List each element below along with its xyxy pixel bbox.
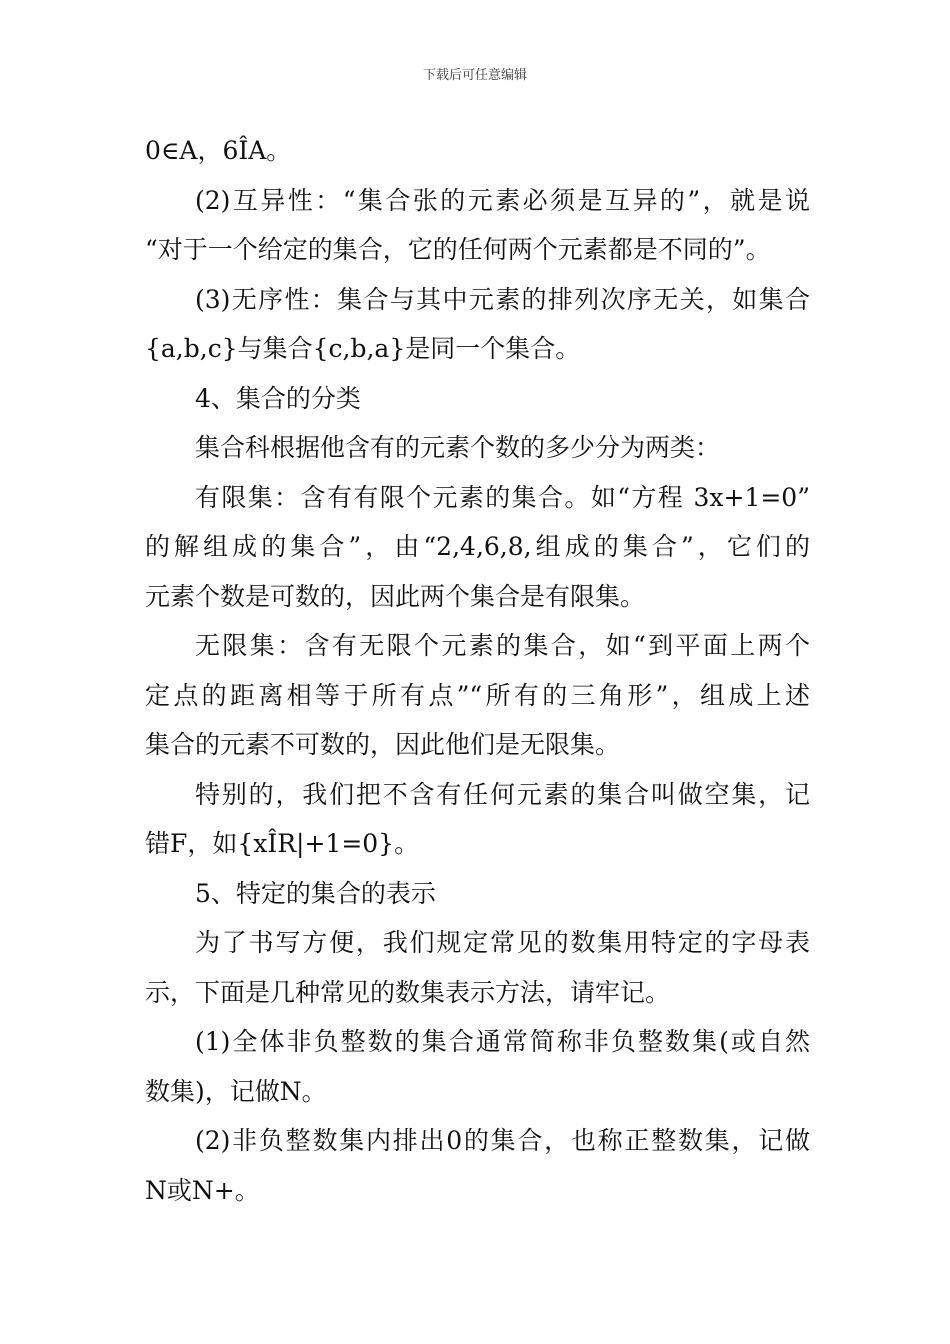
text-line: 有限集：含有有限个元素的集合。如“方程 3x+1=0” bbox=[195, 482, 810, 512]
text-line: {a,b,c}与集合{c,b,a}是同一个集合。 bbox=[145, 334, 581, 363]
text-line: (2)非负整数集内排出0的集合，也称正整数集，记做 bbox=[195, 1126, 810, 1155]
text-line: (2)互异性：“集合张的元素必须是互异的”，就是说 bbox=[195, 185, 810, 215]
text-line: (1)全体非负整数的集合通常简称非负整数集(或自然 bbox=[195, 1027, 810, 1056]
text-line: 集合的元素不可数的，因此他们是无限集。 bbox=[145, 730, 621, 759]
text-line: 0∈A，6ÎA。 bbox=[145, 136, 292, 165]
text-line: 错F，如{xÎR|+1=0}。 bbox=[145, 829, 420, 858]
page-header: 下载后可任意编辑 bbox=[422, 68, 527, 83]
text-line: N或N+。 bbox=[145, 1175, 260, 1205]
text-line: 集合科根据他含有的元素个数的多少分为两类： bbox=[195, 433, 721, 462]
text-line: “对于一个给定的集合，它的任何两个元素都是不同的”。 bbox=[145, 235, 771, 264]
text-line: 定点的距离相等于所有点”“所有的三角形”，组成上述 bbox=[145, 680, 810, 710]
text-line: 元素个数是可数的，因此两个集合是有限集。 bbox=[145, 581, 646, 611]
document-body bbox=[145, 126, 810, 1215]
text-line: 为了书写方便，我们规定常见的数集用特定的字母表 bbox=[195, 928, 810, 957]
text-line: 无限集：含有无限个元素的集合，如“到平面上两个 bbox=[195, 631, 810, 660]
text-line: 特别的，我们把不含有任何元素的集合叫做空集，记 bbox=[195, 779, 810, 809]
text-line: 的解组成的集合”，由“2,4,6,8,组成的集合”，它们的 bbox=[145, 532, 810, 561]
text-line: (3)无序性：集合与其中元素的排列次序无关，如集合 bbox=[195, 284, 810, 314]
text-line: 5、特定的集合的表示 bbox=[195, 878, 436, 908]
text-line: 数集)，记做N。 bbox=[145, 1076, 327, 1106]
text-line: 4、集合的分类 bbox=[195, 383, 361, 413]
text-line: 示，下面是几种常见的数集表示方法，请牢记。 bbox=[145, 977, 671, 1007]
